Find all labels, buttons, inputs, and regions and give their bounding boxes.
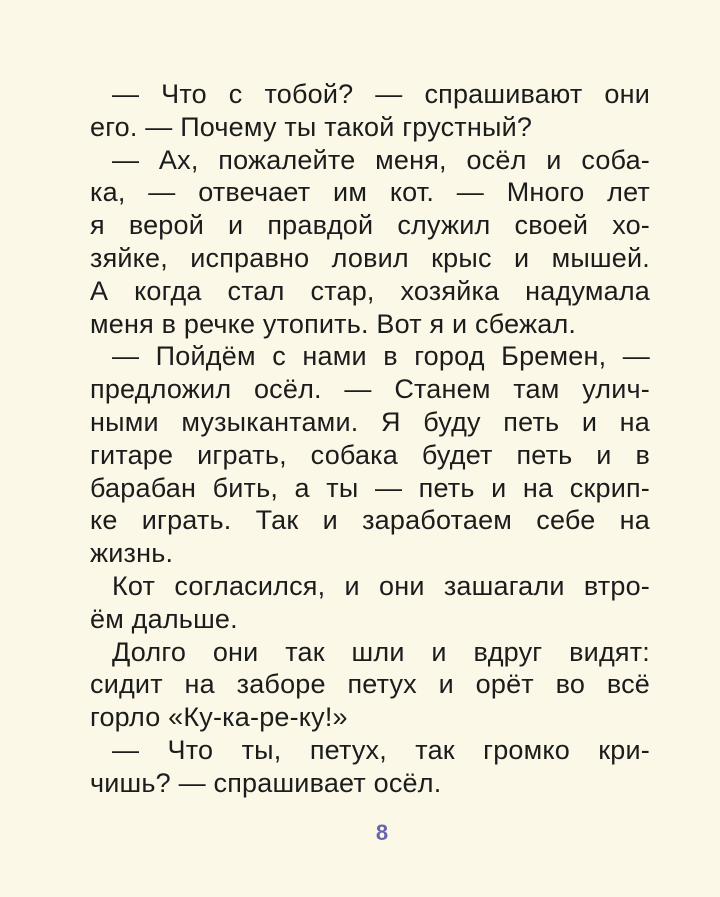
text-line: ём дальше. (90, 603, 238, 634)
text-line: предложил осёл. — Станем там улич- (90, 374, 650, 405)
text-line: чишь? — спрашивает осёл. (90, 767, 442, 798)
text-line: я верой и правдой служил своей хо- (90, 210, 650, 241)
text-line: гитаре играть, собака будет петь и в (90, 439, 650, 470)
text-line: Долго они так шли и вдруг видят: (112, 636, 650, 667)
text-line: — Что ты, петух, так громко кри- (112, 734, 650, 765)
text-line: горло «Ку-ка-ре-ку!» (90, 702, 348, 733)
text-line: ка, — отвечает им кот. — Много лет (90, 177, 650, 208)
text-line: сидит на заборе петух и орёт во всё (90, 669, 650, 700)
text-line: зяйке, исправно ловил крыс и мышей. (90, 242, 650, 273)
text-line: ными музыкантами. Я буду петь и на (90, 406, 650, 437)
text-line: Кот согласился, и они зашагали втро- (112, 570, 650, 601)
text-line: ке играть. Так и заработаем себе на (90, 505, 650, 536)
text-line: жизнь. (90, 538, 174, 569)
page-number: 8 (375, 820, 389, 845)
text-line: его. — Почему ты такой грустный? (90, 111, 533, 142)
text-line: А когда стал стар, хозяйка надумала (90, 275, 650, 306)
text-line: — Ах, пожалейте меня, осёл и соба- (112, 144, 650, 175)
text-line: меня в речке утопить. Вот я и сбежал. (90, 308, 577, 339)
text-line: — Пойдём с нами в город Бремен, — (112, 341, 650, 372)
text-line: барабан бить, а ты — петь и на скрип- (90, 472, 650, 503)
text-line: — Что с тобой? — спрашивают они (112, 79, 650, 109)
story-text (90, 78, 650, 800)
